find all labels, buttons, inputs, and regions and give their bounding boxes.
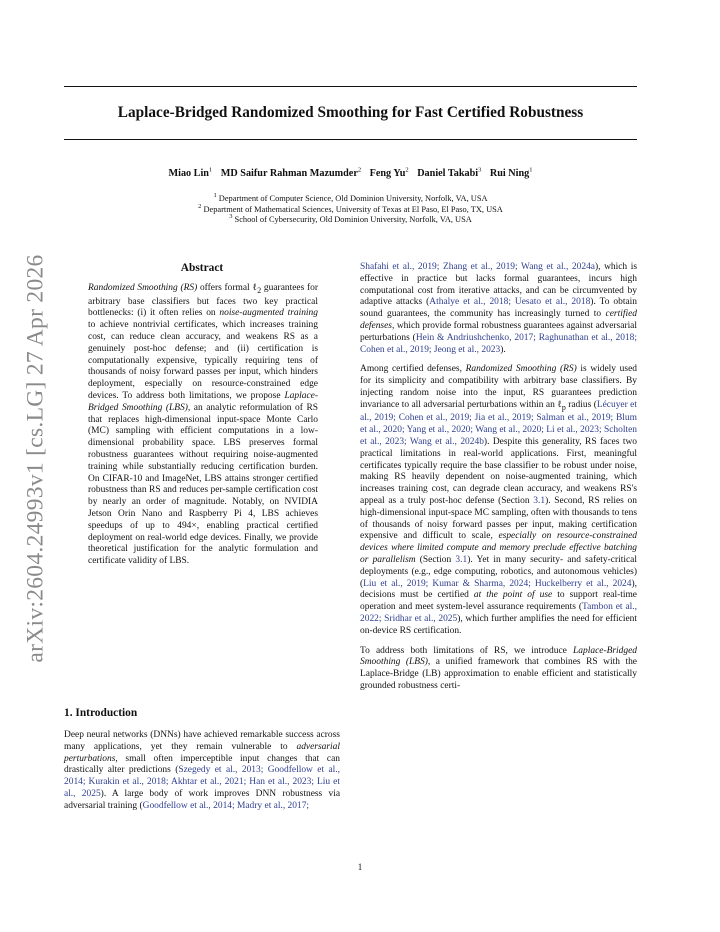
- paragraph: To address both limitations of RS, we introduce Laplace-Bridged Smoothing (LBS), a unified framework that combines RS with the Laplace-Bridge (LB) approximation to enable efficient and statistically grounded robustness certi-: [360, 645, 637, 691]
- paragraph: Among certified defenses, Randomized Smoothing (RS) is widely used for its simplicity and compatibility with arbitrary base classifiers. By injecting random noise into the input, RS guarantees prediction invariance to all adversarial perturbations within an ℓ$_p$ radius (Lécuyer et al., 2019; Cohen et al., 2019; Jia et al., 2019; Salman et al., 2019; Blum et al., 2020; Yang et al., 2020; Wang et al., 2020; Li et al., 2023; Scholten et al., 2023; Wang et al., 2024b). Despite this generality, RS faces two practical limitations in real-world applications. First, meaningful certificates typically require the base classifier to be robust under noise, making RS heavily dependent on noise-augmented training, which increases training cost, can degrade clean accuracy, and weakens RS's appeal as a truly post-hoc defense (Section 3.1). Second, RS relies on high-dimensional input-space MC sampling, often with thousands to tens of thousands of noisy forward passes per input, making certification expensive and difficult to scale, especially on resource-constrained devices where limited compute and memory preclude effective batching or parallelism (Section 3.1). Yet in many security- and safety-critical deployments (e.g., edge computing, robotics, and autonomous vehicles) (Liu et al., 2019; Kumar & Sharma, 2024; Huckelberry et al., 2024), decisions must be certified at the point of use to support real-time operation and meet system-level assurance requirements (Tambon et al., 2022; Sridhar et al., 2025), which further amplifies the need for efficient on-device RS certification.: [360, 364, 637, 636]
- section-link[interactable]: 3.1: [455, 555, 468, 566]
- section-link[interactable]: 3.1: [533, 496, 546, 507]
- author: Feng Yu$^2$: [369, 166, 409, 179]
- abstract-body: Randomized Smoothing (RS) offers formal ℓ$_2$ guarantees for arbitrary base classifiers but faces two key practical bottlenecks: (i) it often relies on noise-augmented training to achieve nontrivial certificates, which increases training cost, can reduce clean accuracy, and weakens RS as a genuinely post-hoc defense; and (ii) certification is computationally expensive, typically requiring tens of thousands of noisy forward passes per input, which hinders deployment, especially on resource-constrained edge devices. To address both limitations, we propose Laplace-Bridged Smoothing (LBS), an analytic reformulation of RS that replaces high-dimensional input-space Monte Carlo (MC) sampling with efficient computations in a low-dimensional probability space. LBS preserves formal robustness guarantees without requiring noise-augmented training while substantially reducing certification burden. On CIFAR-10 and ImageNet, LBS attains stronger certified robustness than RS and reduces per-sample certification cost by nearly an order of magnitude. Notably, on NVIDIA Jetson Orin Nano and Raspberry Pi 4, LBS achieves speedups of up to 494×, enabling practical certified deployment on real-world edge devices. Finally, we provide theoretical justification for the analytic formulation and certificate validity of LBS.: [88, 283, 318, 567]
- author: MD Saifur Rahman Mazumder$^2$: [220, 166, 362, 179]
- abstract-heading: Abstract: [180, 262, 224, 274]
- section-heading-introduction: 1. Introduction: [64, 707, 138, 719]
- citation-link[interactable]: Shafahi et al., 2019; Zhang et al., 2019; Wang et al., 2024a: [360, 262, 595, 272]
- right-column: [360, 262, 637, 693]
- author-list: [64, 168, 637, 179]
- paper-title: Laplace-Bridged Randomized Smoothing for Fast Certified Robustness: [117, 104, 584, 121]
- citation-link[interactable]: Goodfellow et al., 2014; Madry et al., 2017;: [142, 800, 310, 811]
- citation-link[interactable]: Lécuyer et al., 2019; Cohen et al., 2019; Jia et al., 2019; Salman et al., 2019; Blum et al., 2020; Yang et al., 2020; Wang et al., 2020; Li et al., 2023; Scholten et al., 2023; Wang et al., 2024b: [360, 399, 637, 448]
- citation-link[interactable]: Liu et al., 2019; Kumar & Sharma, 2024; Huckelberry et al., 2024: [363, 578, 632, 589]
- title-rule-top: [64, 86, 637, 87]
- citation-link[interactable]: Athalye et al., 2018; Uesato et al., 2018: [429, 297, 591, 308]
- author: Miao Lin$^1$: [168, 166, 213, 179]
- title-rule-bottom: [64, 139, 637, 140]
- affiliation: $^2$ Department of Mathematical Sciences, University of Texas at El Paso, El Paso, TX, USA: [198, 202, 503, 214]
- paragraph: Shafahi et al., 2019; Zhang et al., 2019; Wang et al., 2024a), which is effective in practice but lacks formal guarantees, incurs high computational cost from iterative attacks, and can be circumvented by adaptive attacks (Athalye et al., 2018; Uesato et al., 2018). To obtain sound guarantees, the community has increasingly turned to certified defenses, which provide formal robustness guarantees against adversarial perturbations (Hein & Andriushchenko, 2017; Raghunathan et al., 2018; Cohen et al., 2019; Jeong et al., 2023).: [360, 262, 638, 355]
- citation-link[interactable]: Tambon et al., 2022; Sridhar et al., 2025: [360, 602, 637, 624]
- author: Rui Ning$^1$: [489, 166, 533, 179]
- affiliations: [64, 194, 637, 226]
- citation-link[interactable]: Szegedy et al., 2013; Goodfellow et al., 2014; Kurakin et al., 2018; Akhtar et al., 2021; Han et al., 2023; Liu et al., 2025: [64, 765, 340, 799]
- arxiv-stamp: arXiv:2604.24993v1 [cs.LG] 27 Apr 2026: [22, 253, 49, 663]
- author: Daniel Takabi$^3$: [417, 166, 482, 179]
- citation-link[interactable]: Hein & Andriushchenko, 2017; Raghunathan et al., 2018; Cohen et al., 2019; Jeong et al., 2023: [360, 332, 637, 355]
- page-number: 1: [357, 862, 363, 872]
- affiliation: $^3$ School of Cybersecurity, Old Dominion University, Norfolk, VA, USA: [229, 213, 472, 225]
- affiliation: $^1$ Department of Computer Science, Old Dominion University, Norfolk, VA, USA: [213, 192, 488, 203]
- introduction-paragraph: Deep neural networks (DNNs) have achieved remarkable success across many applications, yet they remain vulnerable to adversarial perturbations, small often imperceptible input changes that can drastically alter predictions (Szegedy et al., 2013; Goodfellow et al., 2014; Kurakin et al., 2018; Akhtar et al., 2021; Han et al., 2023; Liu et al., 2025). A large body of work improves DNN robustness via adversarial training (Goodfellow et al., 2014; Madry et al., 2017;: [64, 730, 341, 811]
